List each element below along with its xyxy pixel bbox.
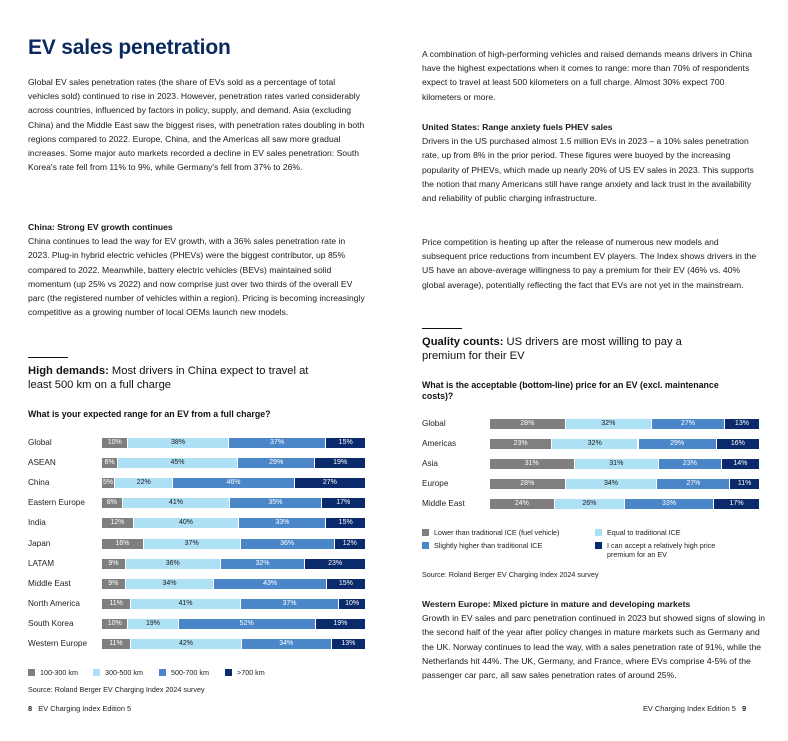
bar-segment: 34% <box>242 639 332 649</box>
western-europe-section <box>422 597 767 682</box>
legend-item-500-700: 500-700 km <box>159 668 209 677</box>
section-divider-left <box>28 357 68 358</box>
category-label: South Korea <box>28 618 74 628</box>
category-label: Eastern Europe <box>28 498 85 508</box>
bar-segment: 17% <box>322 498 366 508</box>
range-paragraph: A combination of high-performing vehicles and raised demands means drivers in China have the highest expectations when it comes to range: more than 70% of respondents expect to travel at least 500 kilometers on a full charge. Almost 30% expect 700 kilometers or more. <box>422 49 753 102</box>
legend-item-lower: Lower than traditional ICE (fuel vehicle) <box>422 528 592 537</box>
bar-segment: 13% <box>725 419 760 429</box>
bar-segment: 17% <box>714 499 760 509</box>
bar-row <box>28 458 366 468</box>
legend-item-300-500: 300-500 km <box>93 668 143 677</box>
bar-row <box>422 459 760 469</box>
category-label: Europe <box>422 479 449 488</box>
bar-segment: 31% <box>575 459 660 469</box>
page-number-left: 8 <box>28 704 33 713</box>
legend-swatch <box>93 669 100 676</box>
bar-segment: 9% <box>102 559 126 569</box>
bar-segment: 40% <box>134 518 240 528</box>
legend-swatch <box>159 669 166 676</box>
bar-segment: 46% <box>173 478 294 488</box>
legend-item-equal: Equal to traditional ICE <box>595 528 760 537</box>
bar-segment: 6% <box>102 458 118 468</box>
legend-item-high-premium: I can accept a relatively high price premium for an EV <box>595 541 745 559</box>
bar-segment: 19% <box>128 619 178 629</box>
bar-segment: 32% <box>566 419 652 429</box>
bar-segment: 35% <box>230 498 321 508</box>
range-section-rest: Most drivers in China expect to travel at least 500 km on a full charge <box>28 365 309 391</box>
bar-segment: 37% <box>229 438 327 448</box>
bar-row <box>28 438 366 448</box>
bar-segment: 10% <box>102 619 128 629</box>
footer-text-right: EV Charging Index Edition 5 <box>643 704 736 713</box>
bar-segment: 28% <box>490 419 566 429</box>
bar-segment: 26% <box>555 499 625 509</box>
bar-segment: 12% <box>335 539 366 549</box>
bar-segment: 34% <box>126 579 215 589</box>
category-label: Middle East <box>28 578 71 588</box>
bar-segment: 29% <box>238 458 315 468</box>
us-section <box>422 120 762 205</box>
bar-segment: 31% <box>490 459 575 469</box>
page-number-right: 9 <box>742 704 747 713</box>
bar-row <box>28 639 366 649</box>
category-label: Asia <box>422 459 438 468</box>
category-label: LATAM <box>28 558 55 568</box>
price-section-title <box>422 335 722 363</box>
legend-swatch <box>595 542 602 549</box>
bar-segment: 42% <box>131 639 242 649</box>
bar-segment: 12% <box>102 518 134 528</box>
legend-swatch <box>422 529 429 536</box>
price-section-bold: Quality counts: <box>422 336 504 348</box>
category-label: Global <box>422 419 446 428</box>
bar-row <box>422 439 760 449</box>
range-section-bold: High demands: <box>28 365 109 377</box>
category-label: Middle East <box>422 499 465 508</box>
footer-text-left: EV Charging Index Edition 5 <box>38 704 132 713</box>
bar-segment: 41% <box>123 498 230 508</box>
us-paragraph: Drivers in the US purchased almost 1.5 million EVs in 2023 – a 10% sales penetration rate, up from 8% in the prior period. These figures were buoyed by the increasing popularity of PHEVs, which made up nearly 20% of US EV sales in 2023. This supports the notion that many Americans still have range anxiety and lack trust in the availability and reliability of public charging infrastructure. <box>422 136 754 204</box>
category-label: ASEAN <box>28 458 56 468</box>
legend-item-slightly-higher: Slightly higher than traditional ICE <box>422 541 592 550</box>
bar-row <box>422 499 760 509</box>
bar-segment: 19% <box>316 619 366 629</box>
bar-segment: 11% <box>102 599 131 609</box>
range-legend <box>28 668 368 680</box>
bar-row <box>422 419 760 429</box>
bar-segment: 24% <box>490 499 555 509</box>
bar-segment: 27% <box>295 478 366 488</box>
bar-segment: 11% <box>102 639 131 649</box>
bar-row <box>28 619 366 629</box>
intro-paragraph: Global EV sales penetration rates (the share of EVs sold as a percentage of total vehicles sold) continued to rise in 2023. However, penetration rates varied considerably across countries, influenced by factors in policy, supply, and demand. Asia (excluding China) and the Middle East saw the biggest rises, with penetration rates doubling in both regions compared to 2022. Europe, China, and the Americas all saw more gradual increases. Some major auto markets recorded a decline in EV sales penetration: South Korea's rate fell from 11% to 9%, while Germany's fell from 37% to 26%. <box>28 77 365 173</box>
bar-segment: 14% <box>722 459 760 469</box>
bar-row <box>422 479 760 489</box>
legend-swatch <box>422 542 429 549</box>
bar-row <box>28 559 366 569</box>
bar-row <box>28 498 366 508</box>
category-label: India <box>28 518 46 528</box>
range-section-title <box>28 364 328 392</box>
legend-swatch <box>595 529 602 536</box>
china-section <box>28 220 368 319</box>
price-legend <box>422 528 762 560</box>
bar-segment: 52% <box>179 619 316 629</box>
footer-left <box>28 704 131 713</box>
bar-segment: 32% <box>552 439 638 449</box>
bar-segment: 36% <box>126 559 221 569</box>
bar-segment: 33% <box>625 499 714 509</box>
page-title: EV sales penetration <box>28 36 231 59</box>
price-paragraph: Price competition is heating up after the release of numerous new models and subsequent price reductions from incumbent EV players. The Index shows drivers in the US have an above-average willingness to pay a premium for their EV (46% vs. 40% global average), potentially reflecting the fact that EVs are not yet in the mainstream. <box>422 237 757 290</box>
bar-segment: 32% <box>221 559 305 569</box>
price-section-rest: US drivers are most willing to pay a premium for their EV <box>422 336 682 362</box>
legend-swatch <box>225 669 232 676</box>
bar-segment: 38% <box>128 438 228 448</box>
bar-segment: 23% <box>305 559 366 569</box>
bar-segment: 15% <box>326 518 366 528</box>
bar-segment: 43% <box>214 579 326 589</box>
bar-segment: 5% <box>102 478 115 488</box>
bar-segment: 8% <box>102 498 123 508</box>
category-label: North America <box>28 598 80 608</box>
range-source: Source: Roland Berger EV Charging Index 2024 survey <box>28 685 205 694</box>
bar-segment: 37% <box>144 539 241 549</box>
bar-segment: 22% <box>115 478 173 488</box>
bar-segment: 36% <box>241 539 335 549</box>
bar-segment: 19% <box>315 458 366 468</box>
bar-row <box>28 579 366 589</box>
section-divider-right <box>422 328 462 329</box>
category-label: Americas <box>422 439 457 448</box>
we-paragraph: Growth in EV sales and parc penetration continued in 2023 but showed signs of slowing in the second half of the year after policy changes in mature markets such as Germany and the UK. Norway continues to lead the way, with a sales penetration rate of 91%, while the Netherlands hit 44%. The UK, Germany, and France, where EVs comprise 4-5% of the passenger car parc, all saw sales penetration rates of around 25%. <box>422 613 766 681</box>
bar-segment: 16% <box>717 439 760 449</box>
bar-segment: 34% <box>566 479 658 489</box>
bar-segment: 27% <box>652 419 725 429</box>
price-question: What is the acceptable (bottom-line) price for an EV (excl. maintenance costs)? <box>422 380 719 401</box>
price-source: Source: Roland Berger EV Charging Index 2024 survey <box>422 570 599 579</box>
legend-swatch <box>28 669 35 676</box>
bar-segment: 23% <box>659 459 722 469</box>
footer-right <box>643 704 746 713</box>
bar-segment: 27% <box>657 479 730 489</box>
category-label: Global <box>28 438 52 447</box>
bar-row <box>28 518 366 528</box>
bar-segment: 11% <box>730 479 760 489</box>
us-heading: United States: Range anxiety fuels PHEV sales <box>422 122 613 132</box>
bar-segment: 28% <box>490 479 566 489</box>
legend-item-700-plus: >700 km <box>225 668 265 677</box>
price-chart <box>422 419 762 514</box>
legend-item-100-300: 100-300 km <box>28 668 78 677</box>
bar-segment: 10% <box>339 599 366 609</box>
bar-segment: 29% <box>639 439 717 449</box>
range-question: What is your expected range for an EV from a full charge? <box>28 409 271 419</box>
bar-segment: 9% <box>102 579 126 589</box>
china-paragraph: China continues to lead the way for EV growth, with a 36% sales penetration rate in 2023. Plug-in hybrid electric vehicles (PHEVs) were the biggest contributor, up 85% compared to 2022. Meanwhile, battery electric vehicles (BEVs) maintained solid momentum (up 25% vs 2022) and now comprise just over two thirds of the overall EV parc (the registered number of vehicles within a region). Pricing is becoming increasingly competitive as a growing number of local OEMs launch new models. <box>28 236 365 318</box>
bar-segment: 10% <box>102 438 128 448</box>
category-label: Western Europe <box>28 639 88 648</box>
category-label: China <box>28 478 50 488</box>
bar-segment: 16% <box>102 539 144 549</box>
bar-row <box>28 539 366 549</box>
bar-segment: 13% <box>332 639 366 649</box>
bar-segment: 37% <box>241 599 340 609</box>
bar-segment: 15% <box>326 438 366 448</box>
we-heading: Western Europe: Mixed picture in mature and developing markets <box>422 599 691 609</box>
china-heading: China: Strong EV growth continues <box>28 222 173 232</box>
bar-segment: 15% <box>327 579 366 589</box>
range-chart <box>28 438 368 653</box>
bar-row <box>28 599 366 609</box>
bar-segment: 33% <box>239 518 326 528</box>
bar-segment: 23% <box>490 439 552 449</box>
bar-segment: 41% <box>131 599 240 609</box>
bar-row <box>28 478 366 488</box>
bar-segment: 45% <box>118 458 238 468</box>
category-label: Japan <box>28 538 51 548</box>
